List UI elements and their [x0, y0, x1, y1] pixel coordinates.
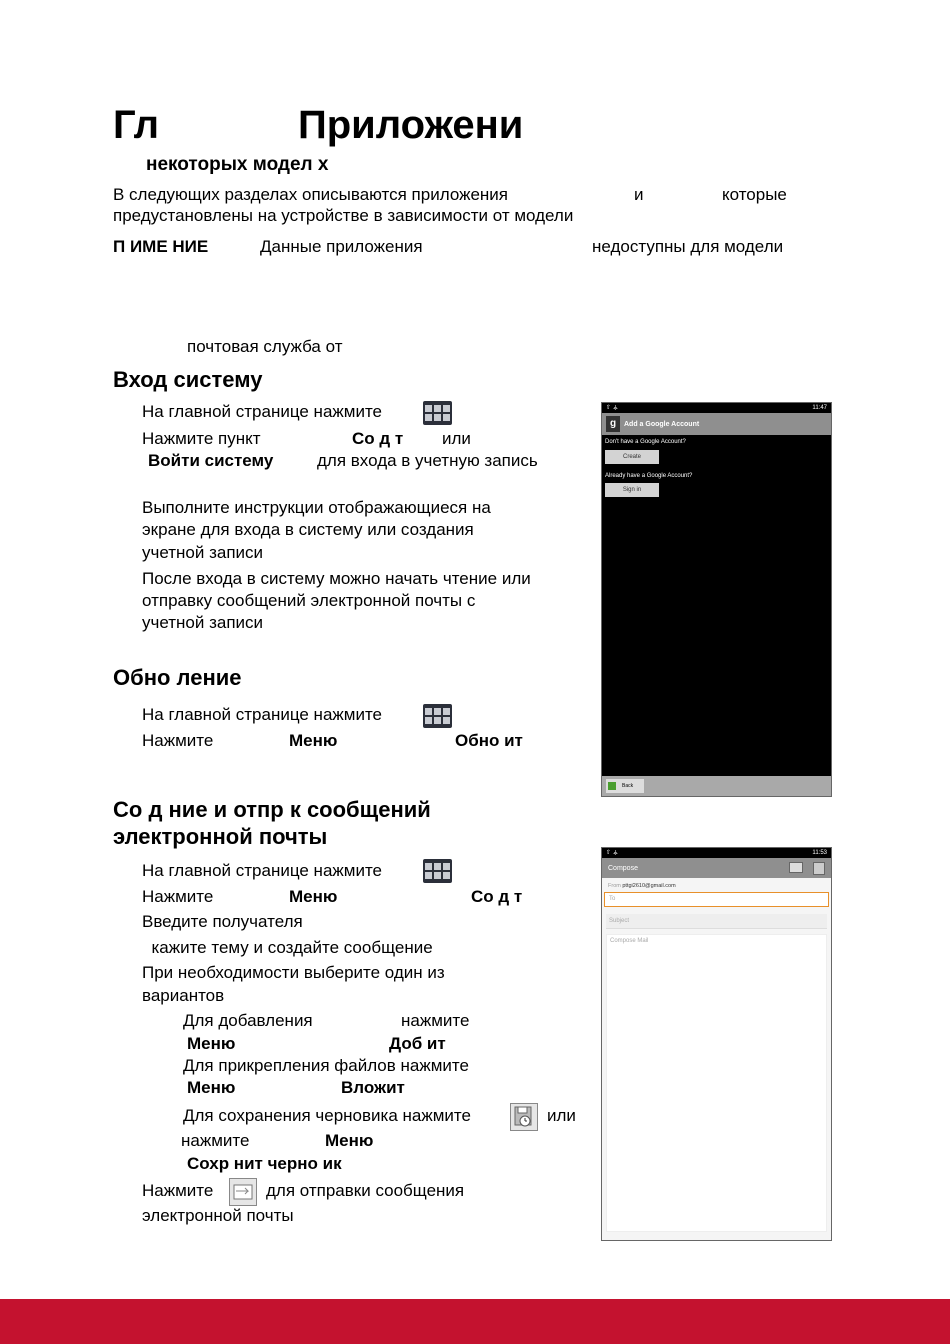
compose-step2-a: Нажмите [142, 887, 214, 906]
login-step2-tail: для входа в учетную запись [317, 451, 538, 470]
update-step2-a: Нажмите [142, 731, 214, 750]
update-step2-menu: Меню [289, 731, 338, 750]
note-tail: недоступны для модели [592, 237, 784, 256]
intro-line1-b: и [634, 185, 644, 204]
chapter-title-left: Гл [113, 103, 160, 147]
compose-step2-create: Со д т [471, 887, 523, 906]
compose-step1: На главной странице нажмите [142, 861, 383, 880]
back-arrow-icon [608, 782, 616, 790]
back-button[interactable]: Back [606, 779, 644, 793]
chapter-title-right: Приложени [298, 103, 524, 147]
create-button[interactable]: Create [605, 450, 659, 464]
sign-in-button[interactable]: Sign in [605, 483, 659, 497]
login-step3-l2: экране для входа в систему или создания [142, 520, 474, 539]
send-icon [229, 1178, 257, 1206]
apps-grid-icon [423, 859, 452, 883]
compose-heading-l2: электронной почты [113, 824, 328, 849]
to-field[interactable]: To [604, 892, 829, 907]
update-heading: Обно ление [113, 665, 242, 690]
login-step4-l1: После входа в систему можно начать чтение или [142, 569, 531, 588]
body-field[interactable]: Compose Mail [606, 934, 827, 1232]
intro-line1-c: которые [722, 185, 787, 204]
login-step3-l3: учетной записи [142, 543, 264, 562]
save-icon[interactable] [813, 862, 825, 875]
status-bar: ⇧ ⚶ 11:53 [602, 848, 831, 858]
phone1-question1: Don't have a Google Account? [605, 439, 686, 445]
compose-step2-menu: Меню [289, 887, 338, 906]
phone1-title-bar [602, 413, 831, 435]
compose-step5-l2: вариантов [142, 986, 225, 1005]
option1-a: Для добавления [183, 1011, 313, 1030]
chapter-subtitle: некоторых модел х [146, 154, 329, 175]
option3-c: нажмите [181, 1131, 250, 1150]
option1-b: нажмите [401, 1011, 470, 1030]
phone2-title: Compose [608, 864, 638, 872]
apps-grid-icon [423, 401, 452, 425]
compose-step3: Введите получателя [142, 912, 303, 931]
intro-line2: предустановлены на устройстве в зависимости от модели [113, 206, 574, 225]
login-heading: Вход систему [113, 367, 263, 392]
google-account-screenshot [601, 402, 832, 797]
option3-save-draft: Сохр нит черно ик [187, 1154, 342, 1173]
compose-screenshot [601, 847, 832, 1241]
update-step2-refresh: Обно ит [455, 731, 523, 750]
subject-field[interactable]: Subject [606, 914, 827, 929]
apps-grid-icon [423, 704, 452, 728]
note-text: Данные приложения [260, 237, 423, 256]
compose-step6-b: для отправки сообщения [266, 1181, 465, 1200]
phone1-question2: Already have a Google Account? [605, 473, 693, 479]
phone2-title-bar [602, 858, 831, 878]
google-logo-icon: g [606, 416, 620, 432]
mail-service-text: почтовая служба от [187, 337, 343, 356]
option2-menu: Меню [187, 1078, 236, 1097]
update-step1: На главной странице нажмите [142, 705, 383, 724]
phone1-footer [602, 776, 831, 796]
compose-step5-l1: При необходимости выберите один из [142, 963, 445, 982]
option2-attach: Вложит [341, 1078, 405, 1097]
option1-add: Доб ит [389, 1034, 446, 1053]
login-step4-l2: отправку сообщений электронной почты с [142, 591, 476, 610]
compose-heading-l1: Со д ние и отпр к сообщений [113, 797, 431, 822]
login-step2-create: Со д т [352, 429, 404, 448]
compose-step4: кажите тему и создайте сообщение [142, 938, 433, 957]
option3-a: Для сохранения черновика нажмите [183, 1106, 471, 1125]
compose-step6-c: электронной почты [142, 1206, 294, 1225]
footer-band [0, 1299, 950, 1344]
login-step4-l3: учетной записи [142, 613, 264, 632]
from-row: From pttgi2610@gmail.com [608, 883, 676, 889]
option3-menu: Меню [325, 1131, 374, 1150]
login-step2-or: или [442, 429, 471, 448]
option3-or: или [547, 1106, 576, 1125]
login-step2-a: Нажмите пункт [142, 429, 261, 448]
option2-a: Для прикрепления файлов нажмите [183, 1056, 469, 1075]
compose-step6-a: Нажмите [142, 1181, 214, 1200]
note-label: П ИМЕ НИЕ [113, 237, 209, 256]
status-bar: ⇧ ⚶ 11:47 [602, 403, 831, 413]
phone1-title: Add a Google Account [624, 420, 700, 428]
login-step2-signin: Войти систему [148, 451, 274, 470]
intro-line1-a: В следующих разделах описываются приложения [113, 185, 509, 204]
login-step1: На главной странице нажмите [142, 402, 383, 421]
option1-menu: Меню [187, 1034, 236, 1053]
login-step3-l1: Выполните инструкции отображающиеся на [142, 498, 491, 517]
save-draft-icon [510, 1103, 538, 1131]
send-icon[interactable] [789, 862, 803, 873]
